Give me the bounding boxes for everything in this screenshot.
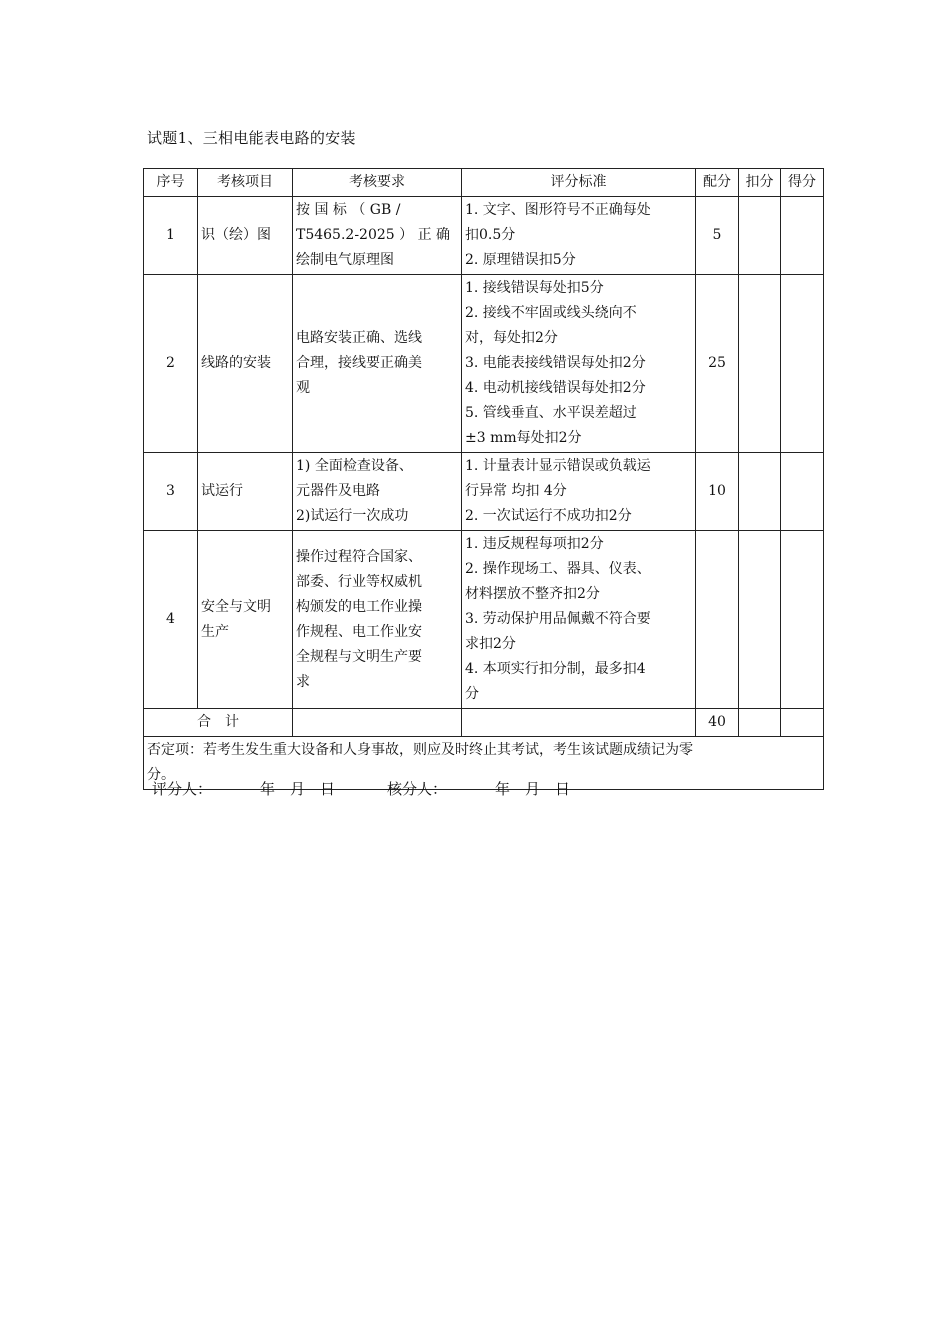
requirement-line: 合理，接线要正确美 [296,355,422,371]
total-row [144,709,824,737]
row-requirement [293,453,462,531]
criteria-line: 3. 劳动保护用品佩戴不符合要 [465,611,651,627]
total-score: 40 [696,709,739,737]
row-requirement [293,275,462,453]
row-requirement [293,197,462,275]
row-no: 3 [144,453,198,531]
requirement-line: 部委、行业等权威机 [296,573,422,590]
criteria-line: 4. 电动机接线错误每处扣2分 [465,380,646,396]
requirement-line: 元器件及电路 [296,483,380,499]
requirement-line: 按 国 标 （ GB / [296,202,401,218]
checker-date: 年 月 日 [495,780,571,798]
header-requirement: 考核要求 [293,169,462,197]
criteria-line: 4. 本项实行扣分制，最多扣4 [465,661,646,677]
row-deduct-cell [739,453,781,531]
row-item: 试运行 [198,453,293,531]
criteria-line: 扣0.5分 [465,227,516,243]
criteria-line: ±3 mm每处扣2分 [465,430,582,446]
row-deduct-cell [739,531,781,709]
row-no: 1 [144,197,198,275]
criteria-line: 1. 文字、图形符号不正确每处 [465,202,651,218]
item-line: 安全与文明 [201,598,271,615]
table-row [144,275,824,453]
criteria-line: 2. 操作现场工、器具、仪表、 [465,561,651,577]
row-item: 识（绘）图 [198,197,293,275]
veto-line: 分。 [147,767,175,783]
header-no: 序号 [144,169,198,197]
row-earned-cell [781,197,824,275]
row-score: 25 [696,275,739,453]
criteria-line: 分 [465,686,479,702]
row-deduct-cell [739,275,781,453]
page-title: 试题1、三相电能表电路的安装 [147,129,356,147]
row-score [696,531,739,709]
requirement-line: T5465.2-2025 ） 正 确 [296,227,451,243]
requirement-line: 构颁发的电工作业操 [296,598,422,615]
requirement-line: 全规程与文明生产要 [296,648,422,665]
requirement-line: 作规程、电工作业安 [296,623,422,640]
criteria-line: 材料摆放不整齐扣2分 [465,586,600,602]
row-item: 线路的安装 [198,275,293,453]
row-item [198,531,293,709]
requirement-line: 观 [296,380,310,396]
criteria-line: 1. 违反规程每项扣2分 [465,536,604,552]
criteria-line: 1. 接线错误每处扣5分 [465,280,604,296]
row-earned-cell [781,453,824,531]
total-label: 合 计 [144,709,293,737]
table-row [144,453,824,531]
requirement-line: 绘制电气原理图 [296,252,394,268]
grader-date: 年 月 日 [260,780,336,798]
requirement-line: 2)试运行一次成功 [296,508,409,524]
row-no: 2 [144,275,198,453]
criteria-line: 5. 管线垂直、水平误差超过 [465,405,637,421]
row-no: 4 [144,531,198,709]
criteria-line: 行异常 均扣 4分 [465,483,567,499]
signature-footer [152,778,570,799]
header-row [144,169,824,197]
total-empty-cell [462,709,696,737]
total-earned-cell [781,709,824,737]
header-earned: 得分 [781,169,824,197]
grader-label: 评分人： [152,780,213,798]
veto-line: 否定项：若考生发生重大设备和人身事故，则应及时终止其考试，考生该试题成绩记为零 [147,742,693,758]
requirement-line: 求 [296,673,310,690]
criteria-line: 2. 原理错误扣5分 [465,252,576,268]
criteria-line: 1. 计量表计显示错误或负载运 [465,458,651,474]
checker-label: 核分人： [387,780,448,798]
row-criteria [462,197,696,275]
row-criteria [462,275,696,453]
requirement-line: 1) 全面检查设备、 [296,458,413,474]
row-criteria [462,531,696,709]
header-criteria: 评分标准 [462,169,696,197]
header-deduct: 扣分 [739,169,781,197]
criteria-line: 2. 接线不牢固或线头绕向不 [465,305,637,321]
requirement-line: 电路安装正确、选线 [296,330,422,346]
criteria-line: 对，每处扣2分 [465,330,558,346]
criteria-line: 2. 一次试运行不成功扣2分 [465,508,632,524]
row-requirement [293,531,462,709]
total-deduct-cell [739,709,781,737]
assessment-table [143,168,824,790]
item-line: 生产 [201,623,229,640]
row-score: 5 [696,197,739,275]
table-row [144,531,824,709]
row-earned-cell [781,275,824,453]
requirement-line: 操作过程符合国家、 [296,548,422,565]
row-score: 10 [696,453,739,531]
table-row [144,197,824,275]
header-score: 配分 [696,169,739,197]
criteria-line: 求扣2分 [465,636,516,652]
row-earned-cell [781,531,824,709]
total-empty-cell [293,709,462,737]
header-item: 考核项目 [198,169,293,197]
criteria-line: 3. 电能表接线错误每处扣2分 [465,355,646,371]
row-criteria [462,453,696,531]
row-deduct-cell [739,197,781,275]
